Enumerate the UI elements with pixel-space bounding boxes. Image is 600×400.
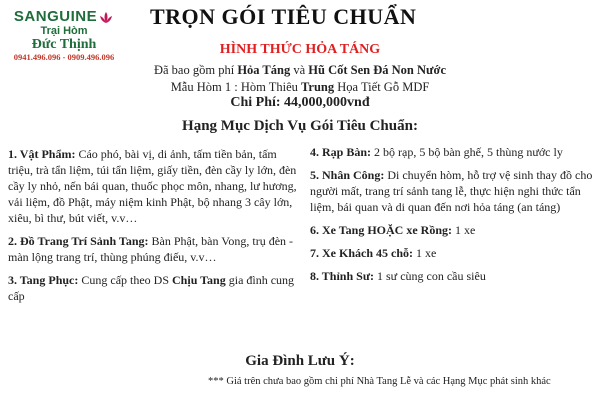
model-prefix: Mẫu Hòm 1 : Hòm Thiêu: [170, 80, 302, 94]
model-bold: Trung: [301, 80, 335, 94]
service-item-text: Di chuyển hòm, hỗ trợ vệ sinh thay đồ cho người mất, trang trí sảnh tang lễ, thực hiện nghi thức tẩn liệm, bái quan và di quan đến nơi hỏa táng (an táng): [310, 168, 593, 214]
logo-brand: SANGUINE: [13, 8, 98, 25]
service-item-text: 1 xe: [413, 246, 437, 260]
service-item-text: 1 xe: [452, 223, 476, 237]
service-item: [310, 245, 596, 261]
service-item-text: 1 sư cùng con cầu siêu: [374, 269, 486, 283]
service-item-text: 2 bộ rạp, 5 bộ bàn ghế, 5 thùng nước ly: [371, 145, 563, 159]
service-item-text-2: gia đình cung cấp: [8, 273, 295, 303]
note-heading: Gia Đình Lưu Ý:: [245, 353, 355, 369]
included-bold-2: Hũ Cốt Sen Đá Non Nước: [308, 63, 446, 77]
service-item: [8, 272, 302, 304]
model-line: [0, 80, 600, 95]
model-suffix: Họa Tiết Gỗ MDF: [334, 80, 430, 94]
logo-brand-line: [4, 8, 124, 25]
lotus-icon: [98, 11, 114, 25]
service-item-label: 1. Vật Phẩm:: [8, 147, 76, 161]
services-right-column: [310, 144, 596, 291]
services-left-column: [8, 146, 302, 311]
included-bold-1: Hỏa Táng: [237, 63, 291, 77]
note-text: *** Giá trên chưa bao gồm chi phí Nhà Tang Lễ và các Hạng Mục phát sinh khác: [208, 376, 551, 387]
logo-phones: 0941.496.096 - 0909.496.096: [13, 52, 115, 62]
logo-name: Đức Thịnh: [31, 37, 97, 52]
service-item-label: 4. Rạp Bàn:: [310, 145, 372, 159]
service-item-text: Bàn Phật, bàn Vong, trụ đèn - màn lộng trang trí, thùng phúng điếu, v.v…: [8, 234, 294, 264]
service-item: [310, 144, 596, 160]
page-title: TRỌN GÓI TIÊU CHUẨN: [150, 4, 417, 29]
service-item-label: 6. Xe Tang HOẶC xe Rồng:: [310, 223, 453, 237]
service-item: [8, 233, 302, 265]
service-item-text: Cung cấp theo DS: [78, 273, 173, 287]
services-heading: Hạng Mục Dịch Vụ Gói Tiêu Chuẩn:: [182, 118, 418, 134]
service-item: [8, 146, 302, 226]
service-item-label: 5. Nhân Công:: [310, 168, 385, 182]
logo-subtitle: Trại Hòm: [40, 25, 88, 37]
service-item-label: 8. Thỉnh Sư:: [310, 269, 375, 283]
service-item-label: 2. Đồ Trang Trí Sảnh Tang:: [8, 234, 149, 248]
service-item: [310, 222, 596, 238]
service-item: [310, 167, 596, 215]
service-item-text: Cáo phó, bài vị, di ảnh, tấm tiền bản, tấm triệu, trà tẩn liệm, túi tẩn liệm, giấy tiền, đèn cầy ly lớn, đèn cầy ly nhỏ, nến bái quan, thuốc phọc môn, nhang, lư hương, vải liệm, đồ Phật, máy niệm kinh Phật, bộ nhang 3 cây lớn, xiêu, bì thư, bút viết, v.v…: [8, 147, 297, 225]
service-item-label: 3. Tang Phục:: [8, 273, 79, 287]
service-item-bold: Chịu Tang: [172, 273, 226, 287]
included-line: [0, 63, 600, 78]
service-item: [310, 268, 596, 284]
service-item-label: 7. Xe Khách 45 chỗ:: [310, 246, 413, 260]
cost-line: Chi Phí: 44,000,000vnđ: [230, 95, 370, 110]
included-prefix: Đã bao gồm phí: [153, 63, 238, 77]
included-mid: và: [290, 63, 309, 77]
page-subtitle: HÌNH THỨC HỎA TÁNG: [219, 42, 381, 57]
